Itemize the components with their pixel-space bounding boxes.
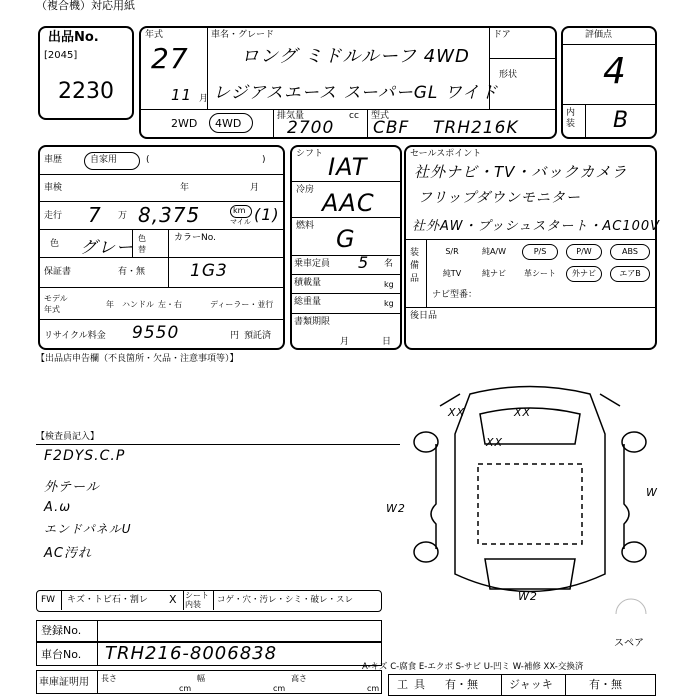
ac-label: 冷房 <box>296 185 315 195</box>
year-value: 27 <box>151 42 189 75</box>
lot-label: 出品No. <box>48 30 99 45</box>
drive-2wd: 2WD <box>171 117 198 130</box>
mileage-rest: 8,375 <box>138 203 201 227</box>
drive-4wd: 4WD <box>215 117 242 130</box>
interior-score: B <box>613 108 630 133</box>
sales-box: セールスポイント 社外ナビ・TV・バックカメラ フリップダウンモニター 社外AW・プッシュスタート・AC100V 装備品 S/R 純A/W P/S P/W ABS 純TV 純ナビ 革シート 外ナビ エアB ナビ型番： 後日品 <box>404 145 657 350</box>
displacement-value: 2700 <box>287 118 335 138</box>
sales-line2: フリップダウンモニター <box>418 190 581 206</box>
mileage-label: 走行 <box>44 211 63 221</box>
shape-label: 形状 <box>499 70 518 80</box>
lot-number: 2230 <box>58 79 114 104</box>
model-year-label: モデル年式 <box>44 294 68 314</box>
sales-line3: 社外AW・プッシュスタート・AC100V <box>412 219 661 234</box>
lot-box <box>38 26 134 120</box>
vehicle-detail-box: 車歴 自家用 ( ) 車検 年 月 走行 7 万 8,375 km マイル (1) 色 グレー 色替 カラーNo. 保証書 有・無 1G3 モデル年式 年 ハンドル 左・右 ディーラー・並行 リサイクル料金 9550 円 預託済 <box>38 145 285 350</box>
year-month: 11 <box>171 86 193 104</box>
inspector-line-2: A.ω <box>44 500 72 515</box>
year-label: 年式 <box>145 30 164 40</box>
rear-items-label: 後日品 <box>410 311 438 321</box>
interior-label: 内装 <box>566 108 576 129</box>
type-prefix: CBF <box>373 118 410 138</box>
damage-mark-d: W <box>646 486 658 499</box>
shift-label: シフト <box>296 149 324 159</box>
chassis-row: 車台No. TRH216-8006838 <box>36 642 382 666</box>
damage-mark-f: XX <box>486 436 504 449</box>
door-label: ドア <box>493 30 511 40</box>
seller-notes-label: 【出品店申告欄（不良箇所・欠品・注意事項等）】 <box>36 354 239 364</box>
inspector-line-0: F2DYS.C.P <box>44 448 126 464</box>
grade-box <box>561 26 657 139</box>
model-line1: ロング ミドルルーフ 4WD <box>241 46 470 67</box>
inspector-line-3: エンドパネルU <box>44 522 132 536</box>
lot-code: [2045] <box>44 50 78 61</box>
ac-value: AAC <box>322 189 375 217</box>
inspector-label: 【検査員記入】 <box>36 432 100 442</box>
displacement-label: 排気量 <box>277 111 305 121</box>
damage-mark-e: W2 <box>518 590 538 603</box>
fuel-label: 燃料 <box>296 221 315 231</box>
model-label: 車名・グレード <box>211 30 275 40</box>
sales-point-label: セールスポイント <box>410 149 482 159</box>
color-value: グレー <box>80 238 134 258</box>
equipment-label: 装備品 <box>410 248 420 284</box>
form-title: （複合機）対応用紙 <box>36 0 135 12</box>
load-label: 積載量 <box>294 278 322 288</box>
history-label: 車歴 <box>44 155 63 165</box>
type-code: TRH216K <box>433 118 519 138</box>
inspector-line-1: 外テール <box>44 480 100 495</box>
type-label: 型式 <box>371 111 390 121</box>
sales-line1: 社外ナビ・TV・バックカメラ <box>414 163 628 181</box>
warranty-label: 保証書 <box>44 267 72 277</box>
document-deadline-label: 書類期限 <box>294 317 331 327</box>
grade-score: 4 <box>603 51 627 92</box>
total-weight-label: 総重量 <box>294 297 322 307</box>
spare-label: スペア <box>614 638 644 649</box>
fuel-value: G <box>336 225 356 253</box>
capacity-label: 乗車定員 <box>294 259 331 269</box>
inspection-label: 車検 <box>44 183 63 193</box>
fw-row: FW キズ・トビ石・割レ X シート 内装 コゲ・穴・汚レ・シミ・破レ・スレ <box>36 590 382 612</box>
recycle-label: リサイクル料金 <box>44 331 106 341</box>
damage-mark-c: W2 <box>386 502 406 515</box>
chassis-value: TRH216-8006838 <box>105 643 278 664</box>
mileage-man: 7 <box>88 203 102 227</box>
inspector-line-4: AC汚れ <box>44 546 92 561</box>
color-no-value: 1G3 <box>190 261 228 281</box>
damage-mark-b: XX <box>514 406 532 419</box>
capacity-value: 5 <box>358 253 370 272</box>
nav-model-label: ナビ型番： <box>432 290 478 300</box>
color-label: 色 <box>50 239 60 249</box>
shift-value: IAT <box>328 153 368 181</box>
grade-label: 評価点 <box>585 30 613 40</box>
damage-mark-a: XX <box>448 406 466 419</box>
certificate-row: 車庫証明用 長さ cm 幅 cm 高さ cm <box>36 670 382 694</box>
registration-row: 登録No. <box>36 620 382 642</box>
color-change-label: 色替 <box>138 234 146 254</box>
model-line2: レジアスエース スーパーGL ワイド <box>213 83 499 103</box>
tools-row: 工具 有・無 ジャッキ 有・無 <box>388 674 656 696</box>
recycle-value: 9550 <box>132 323 180 343</box>
damage-legend: A-キズ C-腐食 E-エクボ S-サビ U-凹ミ W-補修 XX-交換済 <box>362 662 584 672</box>
history-value: 自家用 <box>90 155 118 165</box>
vehicle-box: 年式 27 11 月 車名・グレード ロング ミドルルーフ 4WD レジアスエース スーパーGL ワイド ドア 形状 2WD 4WD 排気量 cc 2700 型式 CBF TRH216K <box>139 26 557 139</box>
color-no-label: カラーNo. <box>174 233 216 243</box>
spec-box: シフト IAT 冷房 AAC 燃料 G 乗車定員 5 名 積載量 kg 総重量 kg 書類期限 月 日 <box>290 145 402 350</box>
warranty-choice: 有・無 <box>118 267 146 277</box>
